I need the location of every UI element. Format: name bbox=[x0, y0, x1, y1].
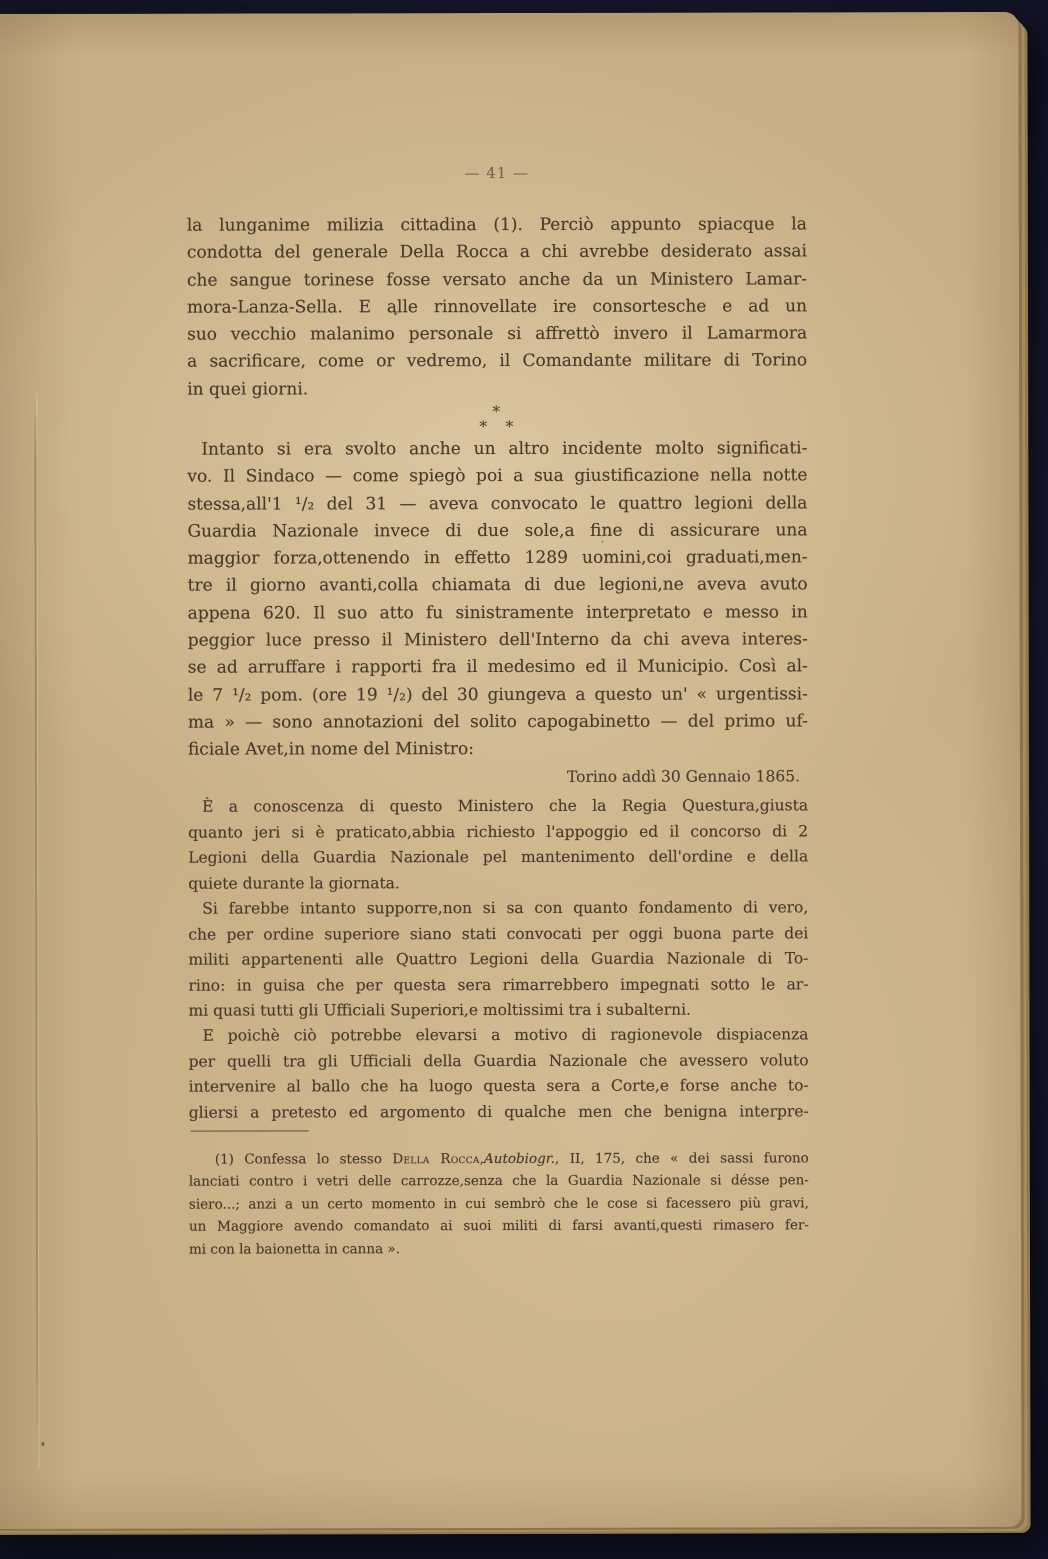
book-page bbox=[0, 12, 1022, 1529]
page-number: — 41 — bbox=[464, 163, 530, 183]
text-line: condotta del generale Della Rocca a chi avrebbe desiderato assai bbox=[186, 241, 807, 263]
text-line: gliersi a pretesto ed argomento di qualche men che benigna interpre- bbox=[188, 1101, 809, 1122]
text-line: mi quasi tutti gli Ufficiali Superiori,e moltissimi tra i subalterni. bbox=[188, 1000, 692, 1020]
text-line: maggior forza,ottenendo in effetto 1289 uomini,coi graduati,men- bbox=[187, 547, 808, 569]
text-line: Guardia Nazionale invece di due sole,a fine di assicurare una bbox=[187, 520, 808, 542]
divider-asterisk-top: * bbox=[492, 401, 503, 422]
page-content bbox=[186, 163, 809, 1258]
text-line: la lunganime milizia cittadina (1). Perciò appunto spiacque la bbox=[186, 214, 807, 236]
footnote bbox=[189, 1147, 809, 1260]
text-line: mi con la baionetta in canna ». bbox=[188, 1240, 400, 1258]
text-line: appena 620. Il suo atto fu sinistramente interpretato e messo in bbox=[187, 602, 808, 624]
text-line: per quelli tra gli Ufficiali della Guardia Nazionale che avessero voluto bbox=[188, 1050, 809, 1071]
letter-paragraph-2 bbox=[188, 895, 808, 1024]
footnote-text: (1) Confessa lo stesso bbox=[214, 1151, 393, 1168]
text-line: ficiale Avet,in nome del Ministro: bbox=[187, 739, 475, 760]
text-line: È a conoscenza di questo Ministero che la Regia Questura,giusta bbox=[202, 796, 809, 816]
text-line: che sangue torinese fosse versato anche da un Ministero Lamar- bbox=[186, 268, 807, 291]
footnote-first-line bbox=[189, 1147, 809, 1171]
text-line: in quei giorni. bbox=[187, 379, 309, 400]
text-line: che per ordine superiore siano stati convocati per oggi buona parte dei bbox=[188, 923, 809, 944]
footnote-separator: , bbox=[479, 1151, 485, 1168]
footnote-work-title-italic: Autobiogr. bbox=[483, 1150, 556, 1168]
paragraph-2 bbox=[187, 435, 808, 764]
text-line: tre il giorno avanti,colla chiamata di due legioni,ne aveva avuto bbox=[187, 574, 808, 597]
page-crease bbox=[34, 394, 38, 1469]
text-line: ma » — sono annotazioni del solito capogabinetto — del primo uf- bbox=[187, 711, 808, 733]
paragraph-1 bbox=[187, 211, 807, 403]
text-line: lanciati contro i vetri delle carrozze,senza che la Guardia Nazionale si désse pen- bbox=[188, 1172, 809, 1191]
section-divider bbox=[187, 401, 807, 437]
text-line: Intanto si era svolto anche un altro incidente molto significati- bbox=[201, 438, 808, 460]
text-line: se ad arruffare i rapporti fra il medesimo ed il Municipio. Così al- bbox=[187, 656, 808, 679]
text-line: E poichè ciò potrebbe elevarsi a motivo di ragionevole dispiacenza bbox=[202, 1025, 809, 1045]
text-line: suo vecchio malanimo personale si affrettò invero il Lamarmora bbox=[187, 323, 808, 345]
text-line: mora-Lanza-Sella. E alle rinnovellate ire consortesche e ad un bbox=[187, 296, 808, 318]
text-line: un Maggiore avendo comandato ai suoi militi di farsi avanti,questi rimasero fer- bbox=[188, 1217, 809, 1235]
text-line: vo. Il Sindaco — come spiegò poi a sua giustificazione nella notte bbox=[187, 465, 808, 487]
text-line: quanto jeri si è praticato,abbia richiesto l'appoggio ed il concorso di 2 bbox=[188, 821, 809, 842]
letter-paragraph-3 bbox=[189, 1022, 809, 1125]
paper-speck bbox=[41, 1442, 44, 1446]
divider-asterisk-bottom: * * bbox=[479, 416, 516, 437]
text-line: stessa,all'1 ¹/₂ del 31 — aveva convocato le quattro legioni della bbox=[187, 492, 808, 515]
footnote-rule bbox=[191, 1130, 309, 1131]
text-line: Si farebbe intanto supporre,non si sa con quanto fondamento di vero, bbox=[202, 898, 809, 918]
text-line: militi appartenenti alle Quattro Legioni della Guardia Nazionale di To- bbox=[188, 949, 809, 969]
text-line: le 7 ¹/₂ pom. (ore 19 ¹/₂) del 30 giungeva a questo un' « urgentissi- bbox=[187, 684, 808, 706]
footnote-lines bbox=[189, 1170, 809, 1261]
text-line: quiete durante la giornata. bbox=[188, 873, 400, 893]
footnote-text: , II, 175, che « dei sassi furono bbox=[554, 1150, 809, 1167]
text-line: a sacrificare, come or vedremo, il Comandante militare di Torino bbox=[187, 350, 808, 373]
footnote-author-smallcaps: Della Rocca bbox=[392, 1151, 480, 1168]
text-line: rino: in guisa che per questa sera rimarrebbero impegnati sotto le ar- bbox=[188, 974, 809, 995]
text-line: peggior luce presso il Ministero dell'Interno da chi aveva interes- bbox=[187, 629, 808, 651]
text-line: Legioni della Guardia Nazionale pel mantenimento dell'ordine e della bbox=[188, 847, 809, 867]
letter-paragraph-1 bbox=[188, 793, 808, 896]
text-line: siero...; anzi a un certo momento in cui sembrò che le cose si facessero più gravi, bbox=[188, 1195, 809, 1213]
text-line: intervenire al ballo che ha luogo questa sera a Corte,e forse anche to- bbox=[188, 1076, 809, 1096]
letter-dateline: Torino addì 30 Gennaio 1865. bbox=[566, 767, 801, 786]
